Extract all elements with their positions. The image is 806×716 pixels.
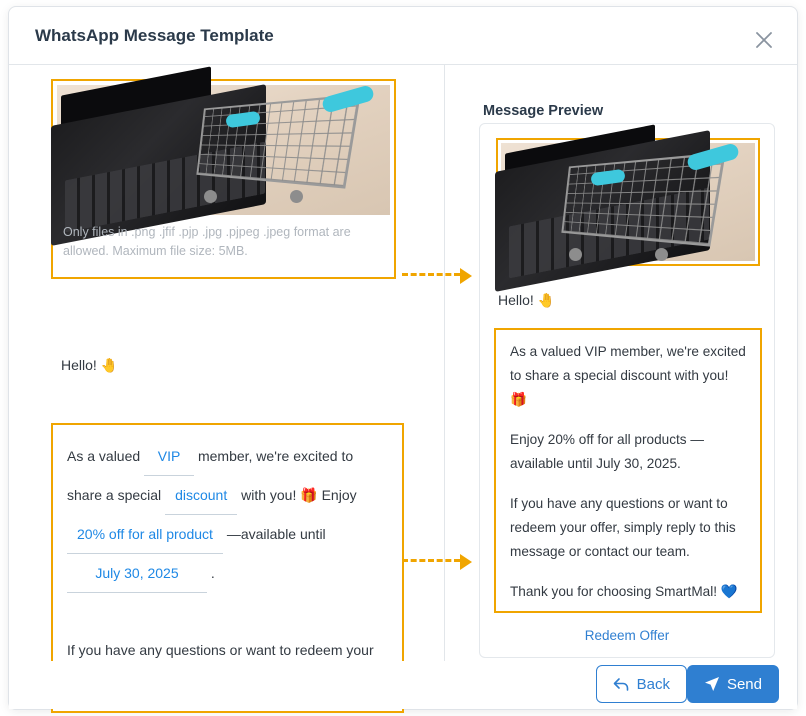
send-icon <box>704 676 720 692</box>
back-button-label: Back <box>636 675 670 693</box>
whatsapp-template-modal <box>8 6 798 710</box>
preview-card <box>479 123 775 658</box>
preview-paragraph: If you have any questions or want to redeem your offer, simply reply to this message or contact our team. <box>510 496 736 559</box>
variable-offer[interactable]: 20% off for all product <box>67 515 223 554</box>
preview-image <box>501 143 755 261</box>
variable-vip[interactable]: VIP <box>144 437 194 476</box>
body-text-2: member, we're excited to <box>197 448 354 464</box>
modal-header <box>9 7 797 65</box>
variable-discount[interactable]: discount <box>165 476 237 515</box>
send-button[interactable] <box>687 665 779 703</box>
body-text-5: Enjoy <box>321 487 357 503</box>
preview-greeting: Hello! 🤚 <box>498 292 556 308</box>
preview-paragraph: As a valued VIP member, we're excited to share a special discount with you! 🎁 <box>510 344 746 407</box>
body-text-8: If you have any questions or want to redeem your <box>67 642 374 658</box>
uploaded-image <box>57 85 390 215</box>
preview-body <box>494 328 762 613</box>
body-text-6: —available until <box>226 526 326 542</box>
back-button[interactable] <box>596 665 687 703</box>
preview-image-box <box>496 138 760 266</box>
back-arrow-icon <box>613 677 630 692</box>
body-text-4: with you! 🎁 <box>241 487 318 503</box>
message-preview-pane <box>461 65 791 661</box>
send-button-label: Send <box>726 675 762 693</box>
modal-footer <box>9 661 797 709</box>
body-text-1: As a valued <box>67 448 141 464</box>
redeem-offer-button[interactable]: Redeem Offer <box>584 628 670 643</box>
preview-paragraph: Thank you for choosing SmartMal! 💙 <box>510 584 738 599</box>
body-text-7: . <box>210 565 215 581</box>
preview-paragraph: Enjoy 20% off for all products — available until July 30, 2025. <box>510 432 704 471</box>
modal-body <box>9 65 797 661</box>
arrow-image-to-preview-icon <box>402 273 460 276</box>
template-editor-pane <box>25 65 445 661</box>
image-upload-box[interactable] <box>51 79 396 279</box>
upload-hint-text: Only files in .png .jfif .pjp .jpg .pjpeg .jpeg format are allowed. Maximum file size: 5MB. <box>63 225 351 258</box>
preview-title: Message Preview <box>483 103 604 119</box>
page-title: WhatsApp Message Template <box>35 26 274 45</box>
variable-date[interactable]: July 30, 2025 <box>67 554 207 593</box>
body-text-3: share a special <box>67 487 162 503</box>
arrow-body-to-preview-icon <box>402 559 460 562</box>
close-icon[interactable] <box>753 29 775 51</box>
editor-greeting: Hello! 🤚 <box>61 357 119 373</box>
